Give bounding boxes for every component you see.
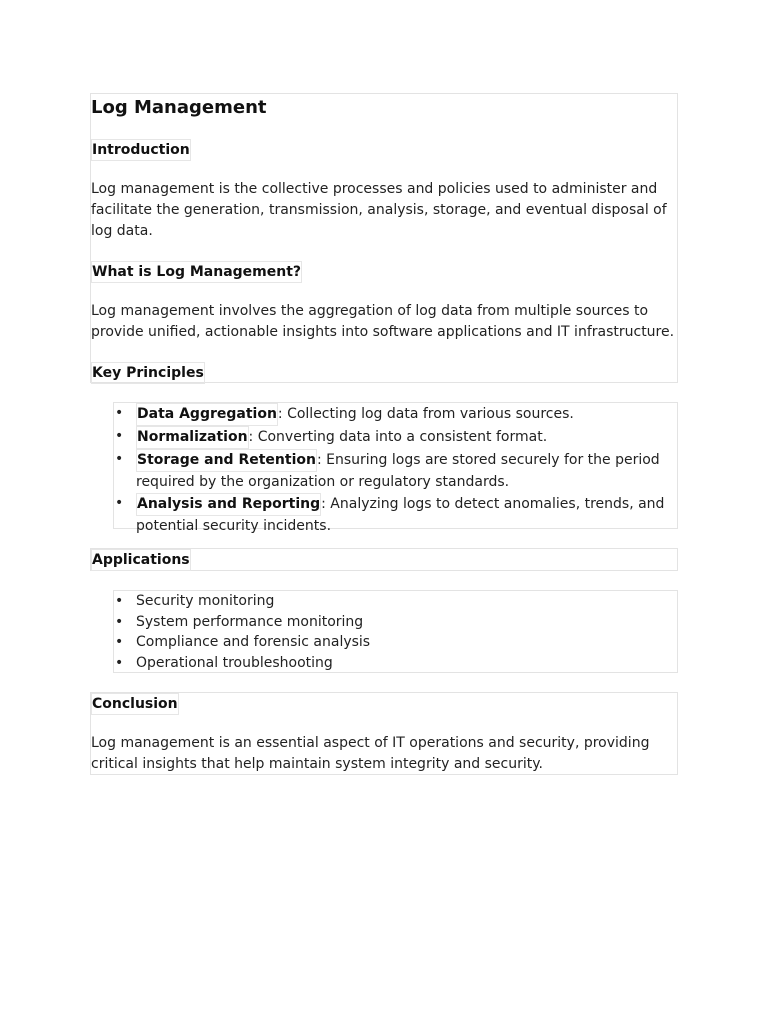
intro-block [90,93,678,383]
key-principles-heading: Key Principles [91,362,205,384]
conclusion-heading: Conclusion [91,693,179,715]
page-title: Log Management [91,97,267,118]
list-item: • Normalization: Converting data into a consistent format. [114,426,677,449]
list-item: • Storage and Retention: Ensuring logs are stored securely for the period required by the organization or regulatory standards. [115,451,660,490]
key-principles-list [113,402,678,534]
list-item: • Security monitoring [114,591,677,612]
list-item: • System performance monitoring [114,612,677,633]
bullet-icon: • [115,495,124,511]
applications-list [113,590,678,673]
conclusion-text: Log management is an essential aspect of IT operations and security, providing critical insights that help maintain system integrity and security. [91,735,650,772]
list-item: • Compliance and forensic analysis [114,632,677,653]
bullet-icon: • [115,428,124,444]
bullet-icon: • [115,613,124,630]
list-item: • Data Aggregation: Collecting log data from various sources. [114,403,677,426]
list-item: • Operational troubleshooting [114,653,677,674]
bullet-icon: • [115,405,124,421]
bullet-icon: • [115,634,124,650]
bullet-icon: • [115,451,124,467]
introduction-text: Log management is the collective processes and policies used to administer and facilitate the generation, transmission, analysis, storage, and eventual disposal of log data. [91,181,667,239]
what-is-text: Log management involves the aggregation of log data from multiple sources to provide unified, actionable insights into software applications and IT infrastructure. [91,303,675,340]
what-is-heading: What is Log Management? [91,261,302,283]
bullet-icon: • [115,593,124,609]
introduction-heading: Introduction [91,139,191,161]
applications-block [90,548,678,571]
applications-heading: Applications [91,549,191,571]
list-item: • Analysis and Reporting: Analyzing logs to detect anomalies, trends, and potential security incidents. [115,495,665,534]
conclusion-block [90,692,678,775]
bullet-icon: • [115,654,124,671]
